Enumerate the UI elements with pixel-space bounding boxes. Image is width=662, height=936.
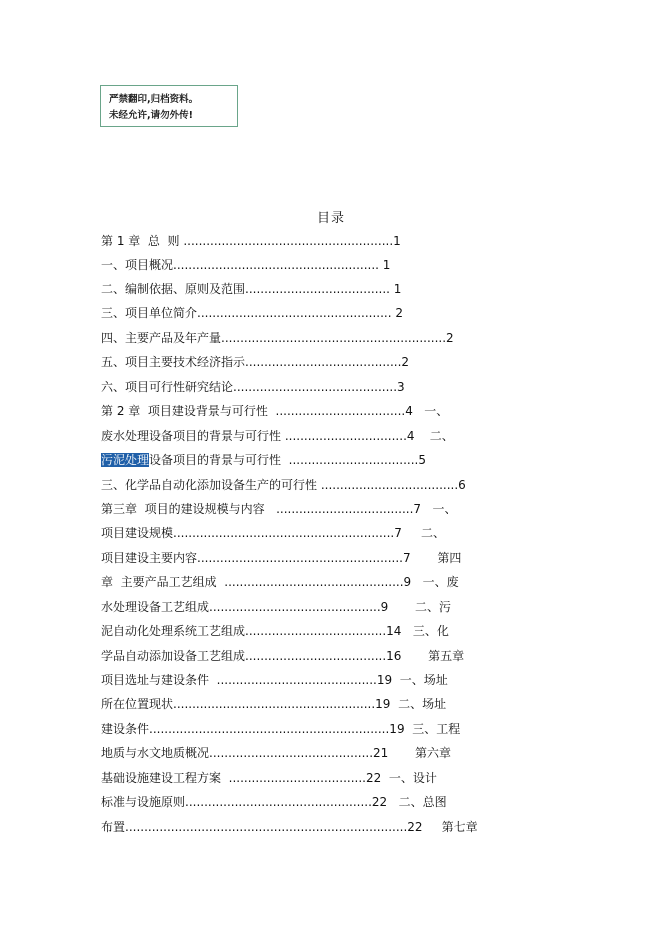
toc-entry	[101, 619, 449, 643]
toc-entry	[101, 644, 464, 668]
toc-entry-text: 项目建设主要内容......................................................7 第四	[101, 551, 462, 565]
confidential-stamp	[100, 85, 238, 127]
toc-entry-text: 三、化学品自动化添加设备生产的可行性 ....................................6	[101, 478, 466, 492]
toc-entry-text: 项目选址与建设条件 ..........................................19 一、场址	[101, 673, 448, 687]
toc-entry	[101, 521, 445, 545]
toc-entry	[101, 546, 461, 570]
toc-entry	[101, 424, 454, 448]
toc-entry-text: 三、项目单位简介................................................... 2	[101, 306, 403, 320]
toc-entry	[101, 399, 448, 423]
toc-entry-text: 章 主要产品工艺组成 ...............................................9 一、废	[101, 575, 459, 589]
toc-entry-text: 学品自动添加设备工艺组成.....................................16 第五章	[101, 649, 465, 663]
toc-entry-text: 二、编制依据、原则及范围...................................... 1	[101, 282, 402, 296]
toc-entry-text: 水处理设备工艺组成.............................................9 二、污	[101, 600, 451, 614]
toc-entry	[101, 717, 460, 741]
toc-entry	[101, 497, 456, 521]
toc-entry	[101, 595, 451, 619]
toc-entry-text: 第 2 章 项目建设背景与可行性 ..................................4 一、	[101, 404, 449, 418]
toc-entry	[101, 570, 459, 594]
toc-entry-text: 一、项目概况...................................................... 1	[101, 258, 391, 272]
toc-entry-text: 六、项目可行性研究结论...........................................3	[101, 380, 405, 394]
stamp-line-1: 严禁翻印,归档资料。	[109, 94, 199, 105]
toc-entry-text: 第三章 项目的建设规模与内容 ....................................7 一、	[101, 502, 457, 516]
toc-entry	[101, 326, 454, 350]
toc-entry	[101, 301, 403, 325]
toc-entry-text: 基础设施建设工程方案 ....................................22 一、设计	[101, 771, 437, 785]
toc-entry-text: 所在位置现状.....................................................19 二、场址	[101, 697, 447, 711]
toc-entry	[101, 692, 446, 716]
toc-entry	[101, 253, 390, 277]
toc-entry	[101, 277, 401, 301]
toc-entry-text: 设备项目的背景与可行性 ..................................5	[149, 453, 426, 467]
toc-entry	[101, 766, 437, 790]
toc-entry	[101, 375, 405, 399]
toc-entry	[101, 473, 466, 497]
toc-entry-text: 标准与设施原则.................................................22 二、总图	[101, 795, 447, 809]
toc-entry	[101, 741, 451, 765]
toc-entry	[101, 448, 426, 472]
toc-entry-text: 废水处理设备项目的背景与可行性 ................................4 二、	[101, 429, 454, 443]
toc-entry	[101, 668, 448, 692]
toc-entry-text: 五、项目主要技术经济指示.........................................2	[101, 355, 410, 369]
toc-entry	[101, 815, 478, 839]
stamp-line-2: 未经允许,请勿外传!	[109, 110, 193, 121]
toc-entry	[101, 790, 447, 814]
toc-entry	[101, 229, 401, 253]
toc-entry	[101, 350, 409, 374]
toc-entry-text: 四、主要产品及年产量...........................................................2	[101, 331, 454, 345]
toc-entry-text: 布置..........................................................................22 第七章	[101, 820, 478, 834]
toc-entry-text: 建设条件...............................................................19 三、工程	[101, 722, 461, 736]
toc-entry-text: 项目建设规模..........................................................7 二、	[101, 526, 445, 540]
toc-entry-text: 泥自动化处理系统工艺组成.....................................14 三、化	[101, 624, 449, 638]
highlighted-text: 污泥处理	[101, 453, 150, 467]
toc-entry-text: 地质与水文地质概况...........................................21 第六章	[101, 746, 451, 760]
toc-entry-text: 第 1 章 总 则 .......................................................1	[101, 234, 401, 248]
toc-title: 目录	[316, 211, 345, 226]
